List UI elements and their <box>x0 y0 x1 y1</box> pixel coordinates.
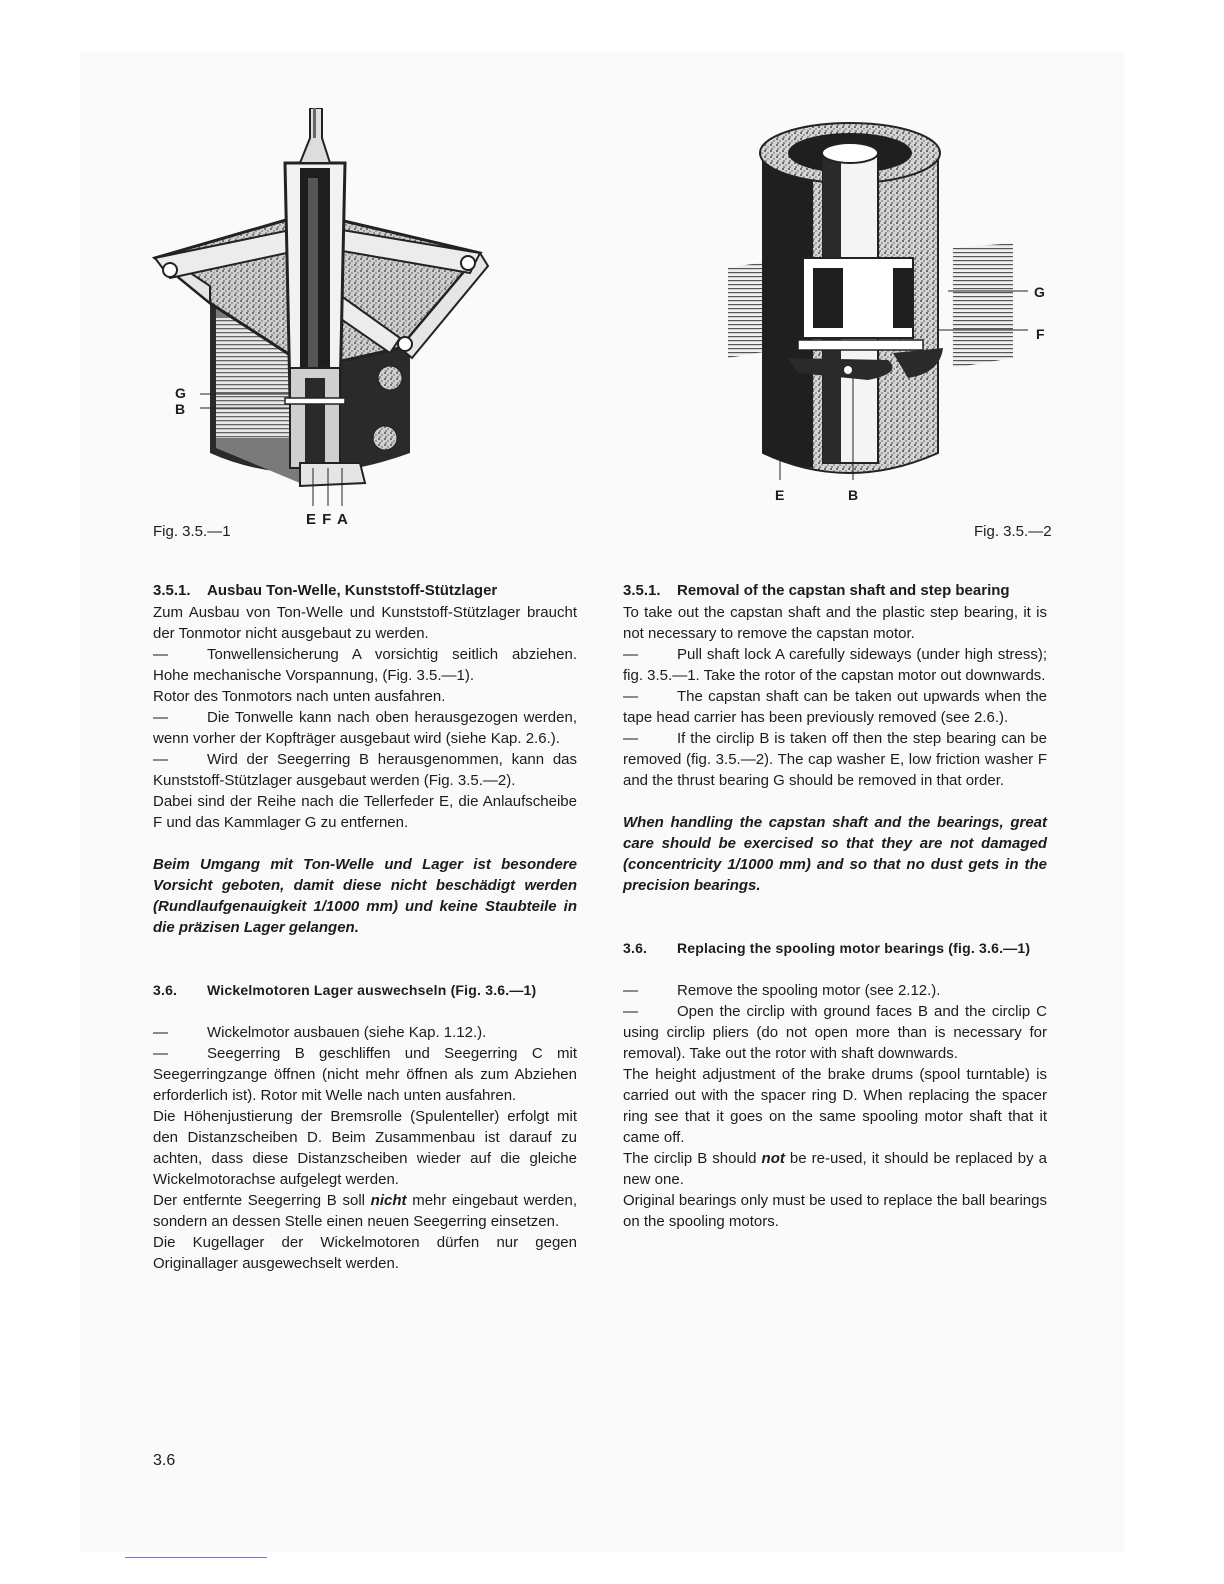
figure-3-5-1 <box>150 108 500 533</box>
label-g-fig2: G <box>1034 284 1045 300</box>
english-3-6-d1: — Remove the spooling motor (see 2.12.). <box>623 982 941 999</box>
english-3-5-1-p1: To take out the capstan shaft and the plastic step bearing, it is not necessary to remove the capstan motor. <box>623 604 1047 642</box>
english-3-5-1-note: When handling the capstan shaft and the bearings, great care should be exercised so that they are not damaged (concentricity 1/1000 mm) and so that no dust gets in the precision bearings. <box>623 814 1047 894</box>
page-number: 3.6 <box>153 1452 176 1469</box>
label-b-fig2: B <box>848 487 859 503</box>
german-3-5-1-p1: Zum Ausbau von Ton-Welle und Kunststoff-Stützlager braucht der Tonmotor nicht ausgebaut zu werden. <box>153 604 577 642</box>
german-3-5-1-d3: — Wird der Seegerring B herausgenommen, kann das Kunststoff-Stützlager ausgebaut werden (Fig. 3.5.—2). <box>153 751 577 789</box>
german-section-3-6-heading: 3.6. Wickelmotoren Lager auswechseln (Fig. 3.6.—1) <box>153 982 537 998</box>
english-3-5-1-d2: — The capstan shaft can be taken out upwards when the tape head carrier has been previously removed (see 2.6.). <box>623 688 1047 726</box>
german-column <box>153 580 577 1274</box>
german-3-5-1-d1: — Tonwellensicherung A vorsichtig seitlich abziehen. Hohe mechanische Vorspannung, (Fig. 3.5.—1). <box>153 646 577 684</box>
figure-3-5-2 <box>728 108 1048 508</box>
german-3-6-d2: — Seegerring B geschliffen und Seegerring C mit Seegerringzange öffnen (nicht mehr öffnen als zum Abziehen erforderlich ist). Rotor mit Welle nach unten ausfahren. <box>153 1045 577 1104</box>
german-section-3-5-1-heading: 3.5.1. Ausbau Ton-Welle, Kunststoff-Stützlager <box>153 582 498 599</box>
german-3-5-1-p3: Dabei sind der Reihe nach die Tellerfeder E, die Anlaufscheibe F und das Kammlager G zu entfernen. <box>153 793 577 831</box>
english-section-3-6-heading: 3.6. Replacing the spooling motor bearings (fig. 3.6.—1) <box>623 940 1031 956</box>
german-3-5-1-p2: Rotor des Tonmotors nach unten ausfahren. <box>153 688 446 705</box>
english-3-5-1-d1: — Pull shaft lock A carefully sideways (under high stress); fig. 3.5.—1. Take the rotor of the capstan motor out downwards. <box>623 646 1047 684</box>
capstan-motor-illustration <box>150 108 500 533</box>
caption-fig-3-5-2: Fig. 3.5.—2 <box>974 523 1052 540</box>
german-3-6-p2: Der entfernte Seegerring B soll nicht mehr eingebaut werden, sondern an dessen Stelle einen neuen Seegerring einsetzen. <box>153 1192 577 1230</box>
german-3-6-p3: Die Kugellager der Wickelmotoren dürfen nur gegen Originallager ausgewechselt werden. <box>153 1234 577 1272</box>
step-bearing-illustration <box>728 108 1048 508</box>
english-3-6-d2: — Open the circlip with ground faces B and the circlip C using circlip pliers (do not open more than is necessary for removal). Take out the rotor with shaft downwards. <box>623 1003 1047 1062</box>
german-3-6-p1: Die Höhenjustierung der Bremsrolle (Spulenteller) erfolgt mit den Distanzscheiben D. Beim Zusammenbau ist darauf zu achten, dass diese Distanzscheiben wieder auf die gleiche Wickelmotorachse aufgelegt werden. <box>153 1108 577 1188</box>
label-f-fig2: F <box>1036 326 1045 342</box>
label-efa: E F A <box>306 511 349 528</box>
german-3-6-d1: — Wickelmotor ausbauen (siehe Kap. 1.12.). <box>153 1024 487 1041</box>
english-column <box>623 580 1047 1232</box>
english-3-6-p1: The height adjustment of the brake drums (spool turntable) is carried out with the spacer ring D. When replacing the spacer ring see that it goes on the same spooling motor shaft that it came off. <box>623 1066 1047 1146</box>
english-3-6-p2: The circlip B should not be re-used, it should be replaced by a new one. <box>623 1150 1047 1188</box>
footnote-rule <box>125 1557 267 1558</box>
english-3-5-1-d3: — If the circlip B is taken off then the step bearing can be removed (fig. 3.5.—2). The cap washer E, low friction washer F and the thrust bearing G should be removed in that order. <box>623 730 1047 789</box>
label-e-fig2: E <box>775 487 785 503</box>
german-3-5-1-note: Beim Umgang mit Ton-Welle und Lager ist besondere Vorsicht geboten, damit diese nicht beschädigt werden (Rundlaufgenauigkeit 1/1000 mm) und keine Staubteile in die präzisen Lager gelangen. <box>153 856 577 936</box>
label-g: G <box>175 385 186 401</box>
label-b: B <box>175 401 186 417</box>
english-3-6-p3: Original bearings only must be used to replace the ball bearings on the spooling motors. <box>623 1192 1047 1230</box>
caption-fig-3-5-1: Fig. 3.5.—1 <box>153 523 231 540</box>
english-section-3-5-1-heading: 3.5.1. Removal of the capstan shaft and step bearing <box>623 582 1010 599</box>
german-3-5-1-d2: — Die Tonwelle kann nach oben herausgezogen werden, wenn vorher der Kopfträger ausgebaut wird (siehe Kap. 2.6.). <box>153 709 577 747</box>
